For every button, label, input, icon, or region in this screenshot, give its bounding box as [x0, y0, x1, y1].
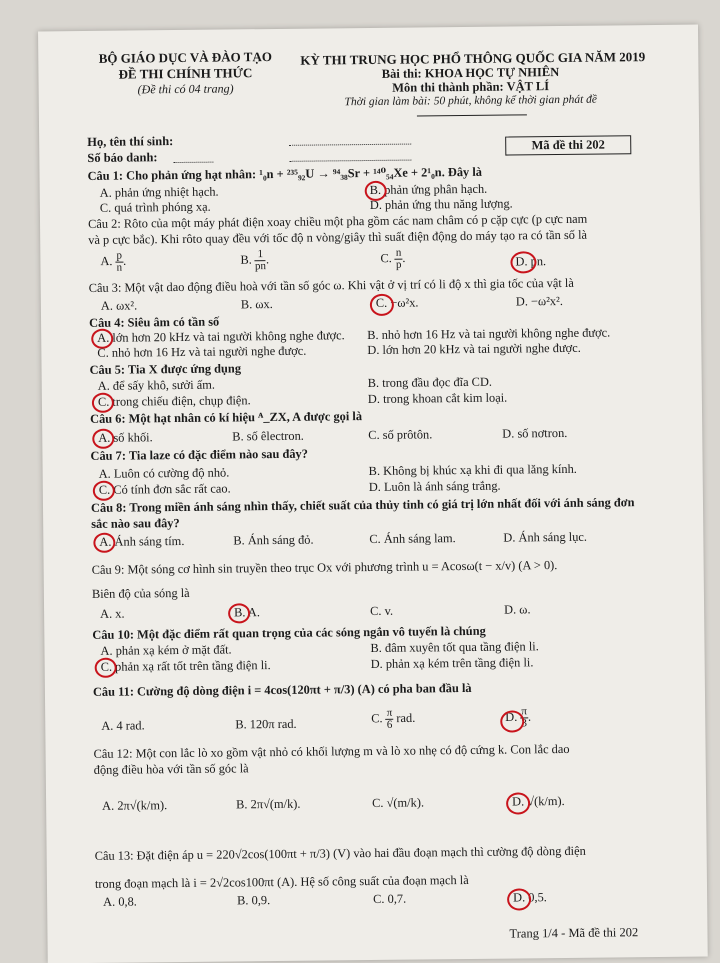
q5-stem: Câu 5: Tia X được ứng dụng: [89, 361, 242, 377]
q1-option-c: C. quá trình phóng xạ.: [99, 199, 211, 215]
q4-stem: Câu 4: Siêu âm có tần số: [88, 314, 220, 330]
answer-mark: [92, 393, 114, 413]
q3-option-d: D. −ω²x².: [515, 293, 563, 309]
answer-mark: [93, 481, 115, 501]
answer-mark: [370, 294, 394, 316]
exam-paper: [38, 25, 708, 963]
page-count: (Đề thi có 04 trang): [137, 81, 234, 97]
q13-option-c: C. 0,7.: [373, 891, 407, 906]
name-label: Họ, tên thí sinh:: [87, 134, 174, 149]
page-footer: Trang 1/4 - Mã đề thi 202: [509, 925, 639, 941]
q6-option-a: A. số khối.: [98, 430, 153, 445]
q8-option-c: C. Ánh sáng lam.: [369, 531, 456, 547]
q11-stem: Câu 11: Cường độ dòng điện i = 4cos(120πt + π/3) (A) có pha ban đầu là: [92, 680, 472, 699]
q8-option-b: B. Ánh sáng đỏ.: [233, 532, 314, 548]
exam-code-box: Mã đề thi 202: [505, 135, 631, 155]
q11-option-a: A. 4 rad.: [101, 718, 145, 733]
name-line: [289, 144, 411, 146]
q4-option-c: C. nhỏ hơn 16 Hz và tai người nghe được.: [97, 343, 307, 360]
q7-stem: Câu 7: Tia laze có đặc điểm nào sau đây?: [90, 446, 308, 463]
q8-stem-line2: sắc nào sau đây?: [91, 515, 180, 531]
q9-stem-line1: Câu 9: Một sóng cơ hình sin truyền theo trục Ox với phương trình u = Acosω(t − x/v) (A > 0).: [91, 558, 558, 577]
q3-option-b: B. ωx.: [240, 297, 273, 312]
q12-option-b: B. 2π√(m/k).: [236, 796, 301, 812]
q10-option-b: B. đâm xuyên tốt qua tầng điện li.: [370, 639, 539, 656]
id-label: Số báo danh:: [87, 150, 158, 165]
q9-stem-line2: Biên độ của sóng là: [91, 585, 190, 601]
q2-option-b: B. $\frac{1}{pn}$ .: [240, 248, 270, 273]
answer-mark: [507, 888, 531, 910]
ministry-title: BỘ GIÁO DỤC VÀ ĐÀO TẠO: [98, 49, 272, 66]
subject-line: Bài thi: KHOA HỌC TỰ NHIÊN: [381, 65, 560, 81]
official-label: ĐỀ THI CHÍNH THỨC: [118, 65, 253, 82]
q12-option-a: A. 2π√(k/m).: [102, 798, 168, 813]
q2-stem-line2: và p cực bắc). Khi rôto quay đều với tốc độ n vòng/giây thì suất điện động do máy tạo ra có tần số là: [88, 227, 588, 247]
answer-mark: [506, 792, 530, 814]
answer-mark: [93, 533, 115, 553]
q5-option-d: D. trong khoan cắt kim loại.: [367, 390, 508, 407]
answer-mark: [95, 658, 117, 678]
q1-option-a: A. phản ứng nhiệt hạch.: [99, 184, 219, 200]
q7-option-d: D. Luôn là ánh sáng trắng.: [368, 478, 501, 495]
q5-option-c: C. trong chiếu điện, chụp điện.: [97, 393, 251, 409]
id-dots: [173, 162, 213, 163]
q9-option-c: C. v.: [370, 603, 394, 619]
answer-mark: [228, 603, 250, 623]
id-line: [289, 160, 411, 162]
q9-option-a: A. x.: [100, 606, 125, 621]
q10-stem: Câu 10: Một đặc điểm rất quan trọng của các sóng ngắn vô tuyến là chúng: [92, 623, 486, 642]
header-rule: [417, 114, 527, 116]
time-line: Thời gian làm bài: 50 phút, không kể thời gian phát đề: [344, 93, 598, 109]
q7-option-b: B. Không bị khúc xạ khi đi qua lăng kính.: [368, 461, 577, 479]
q10-option-c: C. phản xạ rất tốt trên tầng điện li.: [100, 658, 271, 674]
q12-stem-line1: Câu 12: Một con lắc lò xo gồm vật nhỏ có khối lượng m và lò xo nhẹ có độ cứng k. Con lắc dao: [93, 741, 570, 761]
q3-option-a: A. ωx².: [100, 298, 138, 313]
q12-stem-line2: động điều hòa với tần số góc là: [93, 761, 249, 777]
q5-option-a: A. để sấy khô, sưởi ấm.: [97, 377, 216, 393]
q4-option-b: B. nhỏ hơn 16 Hz và tai người không nghe được.: [367, 325, 611, 343]
q11-option-d: D. $\frac{\pi}{3}$ .: [505, 705, 532, 730]
q10-option-d: D. phản xạ kém trên tầng điện li.: [370, 655, 534, 672]
q8-option-a: A. Ánh sáng tím.: [99, 533, 185, 549]
q1-option-b: B. phản ứng phân hạch.: [369, 181, 488, 197]
q8-stem-line1: Câu 8: Trong miền ánh sáng nhìn thấy, chiết suất của thủy tinh có giá trị lớn nhất đối với ánh sáng đơn: [90, 495, 635, 515]
q2-option-c: C. $\frac{n}{p}$ .: [380, 246, 406, 271]
q6-stem: Câu 6: Một hạt nhân có kí hiệu ᴬ_ZX, A được gọi là: [90, 409, 363, 426]
q2-option-d: D. pn.: [515, 254, 547, 269]
component-line: Môn thi thành phần: VẬT LÍ: [392, 79, 550, 95]
q7-option-c: C. Có tính đơn sắc rất cao.: [98, 481, 231, 497]
q11-option-b: B. 120π rad.: [235, 716, 297, 732]
answer-mark: [92, 429, 114, 449]
q8-option-d: D. Ánh sáng lục.: [503, 529, 588, 545]
answer-mark: [500, 710, 524, 732]
q13-stem-line2: trong đoạn mạch là i = 2√2cos100πt (A). Hệ số công suất của đoạn mạch là: [94, 872, 469, 891]
q1-option-d: D. phản ứng thu năng lượng.: [369, 196, 513, 212]
exam-title: KỲ THI TRUNG HỌC PHỔ THÔNG QUỐC GIA NĂM 2019: [300, 49, 646, 68]
q6-option-c: C. số prôtôn.: [368, 427, 433, 443]
q6-option-b: B. số êlectron.: [232, 428, 304, 444]
q5-option-b: B. trong đầu đọc đĩa CD.: [367, 374, 493, 391]
q13-option-d: D. 0,5.: [513, 890, 547, 905]
q11-option-c: C. $\frac{\pi}{6}$ rad.: [371, 706, 416, 731]
q13-option-a: A. 0,8.: [103, 894, 137, 909]
q6-option-d: D. số nơtron.: [502, 425, 568, 441]
q4-option-a: A. lớn hơn 20 kHz và tai người không nghe được.: [97, 328, 345, 345]
q7-option-a: A. Luôn có cường độ nhỏ.: [98, 465, 230, 481]
q3-stem: Câu 3: Một vật dao động điều hoà với tần số góc ω. Khi vật ở vị trí có li độ x thì gia tốc của vật là: [88, 275, 574, 295]
q2-option-a: A. $\frac{p}{n}$ .: [100, 249, 127, 274]
answer-mark: [510, 251, 536, 273]
q3-option-c: C. −ω²x.: [375, 295, 419, 310]
q9-option-d: D. ω.: [504, 602, 531, 617]
q12-option-d: D. √(k/m).: [512, 793, 565, 809]
q13-stem-line1: Câu 13: Đặt điện áp u = 220√2cos(100πt + π/3) (V) vào hai đầu đoạn mạch thì cường độ dòng điện: [94, 843, 586, 863]
q10-option-a: A. phản xạ kém ở mặt đất.: [100, 642, 232, 658]
q1-stem: Câu 1: Cho phản ứng hạt nhân: ¹₀n + ²³⁵₉₂U → ⁹⁴₃₈Sr + ¹⁴⁰₅₄Xe + 2¹₀n. Đây là: [87, 164, 483, 183]
q13-option-b: B. 0,9.: [237, 893, 271, 908]
q2-stem-line1: Câu 2: Rôto của một máy phát điện xoay chiều một pha gồm các nam châm có p cặp cực (p cực nam: [87, 211, 588, 231]
q4-option-d: D. lớn hơn 20 kHz và tai người nghe được.: [367, 340, 581, 358]
q12-option-c: C. √(m/k).: [372, 795, 425, 810]
q9-option-b: B. A.: [234, 605, 261, 620]
